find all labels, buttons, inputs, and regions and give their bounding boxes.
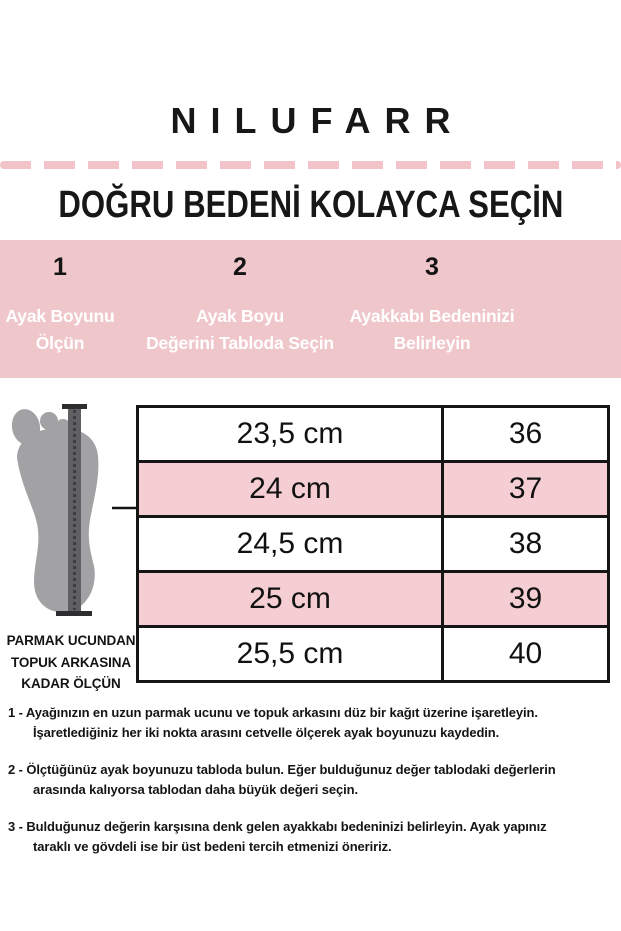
- instruction-3-line1: 3 - Bulduğunuz değerin karşısına denk gelen ayakkabı bedeninizi belirleyin. Ayak yapınız: [8, 819, 547, 834]
- shoe-size-cell: 38: [508, 527, 543, 560]
- instruction-2: [8, 760, 618, 800]
- foot-length-cell: 23,5 cm: [139, 408, 444, 460]
- shoe-size-cell: 39: [508, 582, 543, 615]
- foot-length-cell: 24 cm: [139, 463, 444, 515]
- step-2-number: 2: [233, 253, 247, 281]
- steps-band: [0, 240, 621, 378]
- instructions: [8, 703, 618, 874]
- step-3-number: 3: [425, 253, 439, 281]
- foot-length-cell: 25,5 cm: [139, 628, 444, 680]
- pink-dashed-divider: [0, 161, 621, 169]
- page-title-wrap: [0, 184, 621, 227]
- step-2: [128, 240, 352, 357]
- size-table: [136, 405, 610, 683]
- page-title: DOĞRU BEDENİ KOLAYCA SEÇİN: [58, 184, 563, 226]
- step-2-label-line1: Ayak Boyu: [196, 306, 284, 326]
- table-row: [139, 515, 607, 570]
- shoe-size-cell: 40: [508, 637, 543, 670]
- instruction-3-line2: taraklı ve gövdeli ise bir üst bedeni tercih etmenizi öneririz.: [33, 839, 392, 854]
- step-2-label: [128, 303, 352, 357]
- step-1-label-line2: Ölçün: [35, 333, 85, 353]
- instruction-2-line1: 2 - Ölçtüğünüz ayak boyunuzu tabloda bulun. Eğer bulduğunuz değer tablodaki değerlerin: [8, 762, 556, 777]
- shoe-size-cell: 37: [508, 472, 543, 505]
- step-3-label-line1: Ayakkabı Bedeninizi: [349, 306, 515, 326]
- instruction-1-line2: İşaretlediğiniz her iki nokta arasını cetvelle ölçerek ayak boyunuzu kaydedin.: [33, 725, 500, 740]
- step-3-label-line2: Belirleyin: [393, 333, 471, 353]
- foot-length-cell: 25 cm: [139, 573, 444, 625]
- step-1-number: 1: [53, 253, 67, 281]
- foot-caption: [0, 630, 142, 695]
- table-row: [139, 625, 607, 680]
- foot-length-cell: 24,5 cm: [139, 518, 444, 570]
- step-1: [0, 240, 120, 357]
- instruction-1-line1: 1 - Ayağınızın en uzun parmak ucunu ve topuk arkasını düz bir kağıt üzerine işaretleyin.: [8, 705, 538, 720]
- instruction-1: [8, 703, 618, 743]
- foot-caption-line3: KADAR ÖLÇÜN: [21, 676, 121, 691]
- step-1-label: [0, 303, 120, 357]
- step-3: [332, 240, 532, 357]
- instruction-2-line2: arasında kalıyorsa tablodan daha büyük değeri seçin.: [33, 782, 358, 797]
- step-3-label: [332, 303, 532, 357]
- shoe-size-cell: 36: [508, 417, 543, 450]
- foot-measure-illustration-icon: [8, 400, 112, 618]
- table-row: [139, 460, 607, 515]
- foot-caption-line2: TOPUK ARKASINA: [10, 654, 132, 670]
- step-1-label-line1: Ayak Boyunu: [5, 306, 115, 326]
- brand-logo-text: NILUFARR: [170, 100, 465, 141]
- table-row: [139, 408, 607, 460]
- foot-caption-line1: PARMAK UCUNDAN: [6, 633, 136, 648]
- instruction-3: [8, 817, 618, 857]
- step-2-label-line2: Değerini Tabloda Seçin: [146, 333, 334, 353]
- table-row: [139, 570, 607, 625]
